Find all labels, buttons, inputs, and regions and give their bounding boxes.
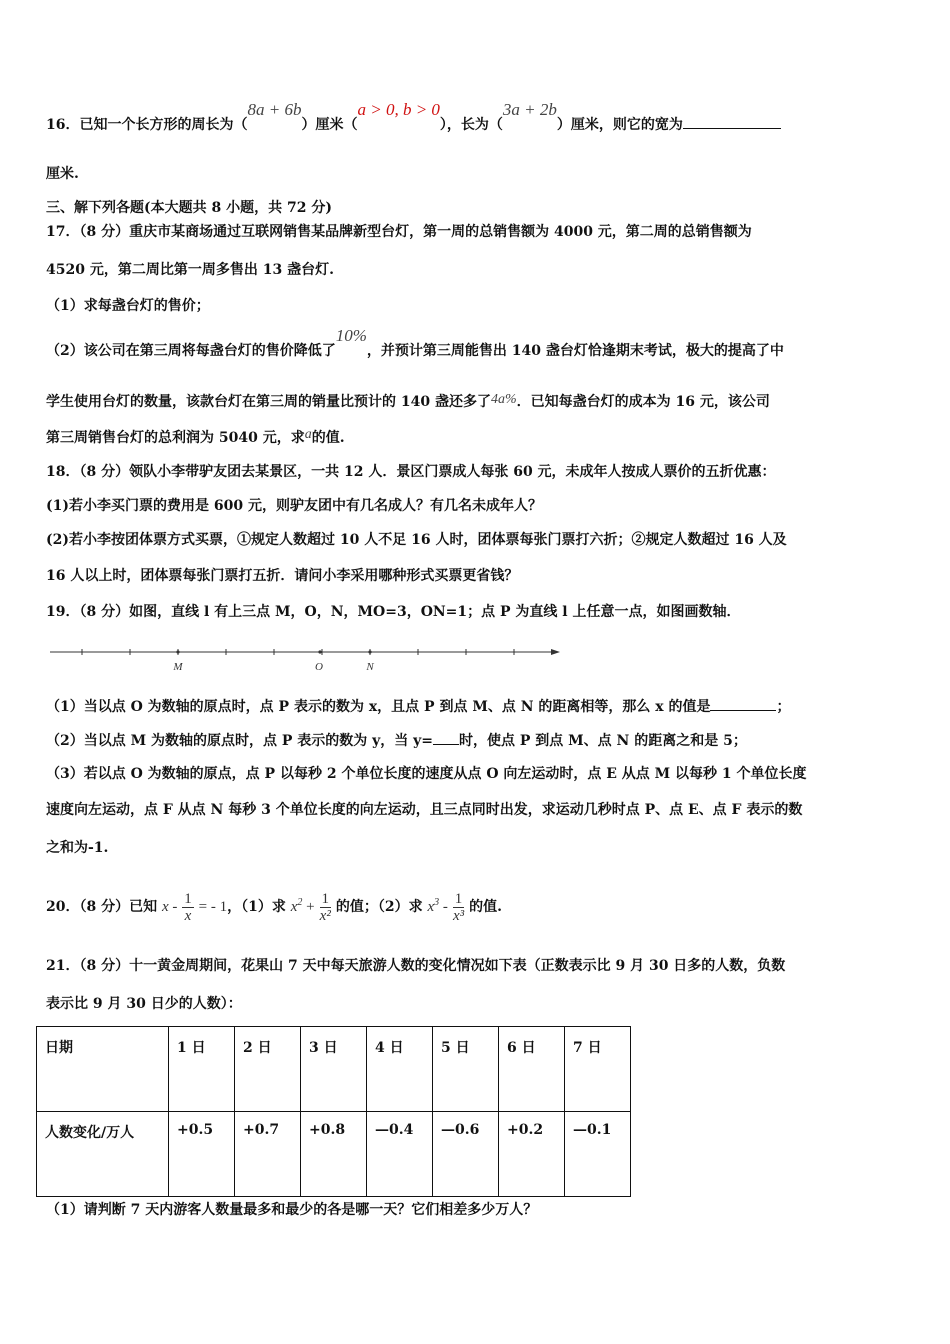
- table-cell: —0.6: [433, 1112, 499, 1197]
- table-cell: +0.5: [169, 1112, 235, 1197]
- q19-line-1: 19．（8 分）如图，直线 l 有上三点 M，O，N，MO=3，ON=1；点 P 为直线 l 上任意一点，如图画数轴．: [46, 604, 741, 620]
- table-cell: 日期: [37, 1027, 169, 1112]
- q19-part-3-line-1: （3）若以点 O 为数轴的原点，点 P 以每秒 2 个单位长度的速度从点 O 向左运动时，点 E 从点 M 以每秒 1 个单位长度: [46, 766, 807, 782]
- point-o-label: O: [315, 661, 323, 673]
- q20-line: [46, 880, 502, 930]
- q19-part-1-a: （1）当以点 O 为数轴的原点时，点 P 表示的数为 x，且点 P 到点 M、点 N 的距离相等，那么 x 的值是: [46, 699, 711, 715]
- q21-line-2: 表示比 9 月 30 日少的人数）：: [46, 996, 242, 1012]
- q16-line: [46, 100, 781, 135]
- q17-line-5-a: 第三周销售台灯的总利润为 5040 元，求: [46, 430, 305, 446]
- point-m-dot: [176, 650, 179, 653]
- q17-part-2-a: （2）该公司在第三周将每盏台灯的售价降低了: [46, 343, 336, 359]
- q20-prefix: 20．（8 分）已知: [46, 899, 158, 915]
- q21-part-1: （1）请判断 7 天内游客人数量最多和最少的各是哪一天？它们相差多少万人？: [46, 1202, 538, 1218]
- q20-expr-1: $x^2$ +: [290, 897, 315, 915]
- number-line-figure: [48, 640, 568, 676]
- q18-line-4: 16 人以上时，团体票每张门票打五折．请问小李采用哪种形式买票更省钱？: [46, 568, 519, 584]
- q17-part-2: [46, 326, 784, 361]
- number-line-arrow: [551, 649, 560, 655]
- q19-part-1-b: ；: [776, 699, 791, 715]
- q16-answer-blank[interactable]: [683, 114, 781, 129]
- point-n-dot: [368, 650, 371, 653]
- q20-eq-x: x -: [161, 899, 178, 915]
- table-cell: 2 日: [235, 1027, 301, 1112]
- q17-line-5-b: 的值.: [311, 430, 345, 446]
- q20-suffix: 的值.: [469, 899, 503, 915]
- q20-mid1: ，（1）求: [227, 899, 286, 915]
- q19-part-3-line-3: 之和为-1.: [46, 840, 109, 856]
- q16-length-expr: 3a + 2b: [502, 100, 557, 119]
- tourist-change-table: [36, 1026, 631, 1197]
- table-cell: 人数变化/万人: [37, 1112, 169, 1197]
- table-cell: —0.4: [367, 1112, 433, 1197]
- q16-mid1: ）厘米（: [301, 117, 358, 133]
- table-cell: —0.1: [565, 1112, 631, 1197]
- q17-apercent-expr: 4a%: [490, 392, 517, 407]
- q16-prefix: 16．已知一个长方形的周长为（: [46, 117, 248, 133]
- q16-perimeter-expr: 8a + 6b: [247, 100, 302, 119]
- q19-part-1: [46, 696, 790, 717]
- q19-part-1-blank[interactable]: [710, 696, 776, 711]
- q16-unit-line: 厘米.: [46, 166, 79, 182]
- q19-part-2-blank[interactable]: [433, 730, 459, 745]
- table-cell: 7 日: [565, 1027, 631, 1112]
- q17-var-a: a: [304, 427, 312, 442]
- q21-line-1: 21．（8 分）十一黄金周期间，花果山 7 天中每天旅游人数的变化情况如下表（正数表示比 9 月 30 日多的人数，负数: [46, 958, 786, 974]
- table-cell: 6 日: [499, 1027, 565, 1112]
- q17-line-5: [46, 428, 345, 449]
- q18-line-2: (1)若小李买门票的费用是 600 元，则驴友团中有几名成人？有几名未成年人？: [46, 498, 542, 514]
- q17-part-2-b: ，并预计第三周能售出 140 盏台灯恰逢期末考试，极大的提高了中: [366, 343, 784, 359]
- q17-percent-expr: 10%: [335, 326, 367, 345]
- table-row-changes: [37, 1112, 631, 1197]
- q20-expr-2: $x^3$ -: [427, 897, 448, 915]
- q17-line-1: 17．（8 分）重庆市某商场通过互联网销售某品牌新型台灯，第一周的总销售额为 4000 元，第二周的总销售额为: [46, 224, 752, 240]
- section-3-heading: 三、解下列各题(本大题共 8 小题，共 72 分): [46, 200, 332, 216]
- q19-part-2: [46, 730, 747, 751]
- q17-line-4-a: 学生使用台灯的数量，该款台灯在第三周的销量比预计的 140 盏还多了: [46, 394, 491, 410]
- q18-line-1: 18．（8 分）领队小李带驴友团去某景区，一共 12 人．景区门票成人每张 60 元，未成年人按成人票价的五折优惠：: [46, 464, 776, 480]
- point-m-label: M: [173, 661, 183, 673]
- q20-mid2: 的值；（2）求: [335, 899, 423, 915]
- table-cell: 1 日: [169, 1027, 235, 1112]
- table-cell: +0.7: [235, 1112, 301, 1197]
- table-cell: 3 日: [301, 1027, 367, 1112]
- table-cell: 4 日: [367, 1027, 433, 1112]
- point-o-dot: [318, 650, 321, 653]
- q17-line-4-b: ．已知每盏台灯的成本为 16 元，该公司: [516, 394, 770, 410]
- q17-line-2: 4520 元，第二周比第一周多售出 13 盏台灯.: [46, 262, 334, 278]
- q19-part-2-b: 时，使点 P 到点 M、点 N 的距离之和是 5；: [459, 733, 747, 749]
- q16-suffix: ）厘米，则它的宽为: [556, 117, 683, 133]
- q17-part-1: （1）求每盏台灯的售价；: [46, 298, 210, 314]
- table-cell: 5 日: [433, 1027, 499, 1112]
- q16-mid2: ），长为（: [439, 117, 503, 133]
- table-cell: +0.2: [499, 1112, 565, 1197]
- q19-part-3-line-2: 速度向左运动，点 F 从点 N 每秒 3 个单位长度的向左运动，且三点同时出发，求运动几秒时点 P、点 E、点 F 表示的数: [46, 802, 803, 818]
- q20-eq-fraction: $\frac{1}{x}$: [184, 890, 192, 924]
- point-n-label: N: [366, 661, 374, 673]
- q20-eq-rhs: = - 1: [198, 899, 228, 915]
- q19-part-2-a: （2）当以点 M 为数轴的原点时，点 P 表示的数为 y，当 y=: [46, 733, 434, 749]
- table-row-dates: [37, 1027, 631, 1112]
- q20-expr-1-fraction: $\frac{1}{\text{x²}}$: [319, 890, 331, 924]
- q17-line-4: [46, 392, 770, 413]
- table-cell: +0.8: [301, 1112, 367, 1197]
- q18-line-3: (2)若小李按团体票方式买票，①规定人数超过 10 人不足 16 人时，团体票每张门票打六折；②规定人数超过 16 人及: [46, 532, 787, 548]
- q20-expr-2-fraction: $\frac{1}{\text{x³}}$: [452, 890, 465, 924]
- q16-condition-expr: a > 0, b > 0: [357, 100, 440, 119]
